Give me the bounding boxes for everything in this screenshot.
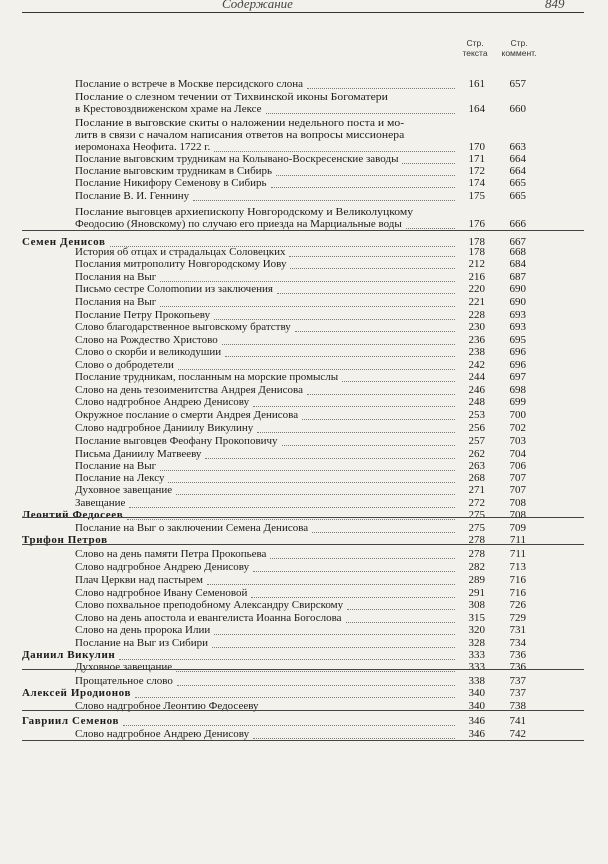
comment-page-number: 708 <box>509 509 526 521</box>
text-page-number: 271 <box>468 484 485 496</box>
text-page-number: 320 <box>468 624 485 636</box>
entry-title: Послание Петру Прокопьеву <box>75 309 211 321</box>
comment-page-number: 738 <box>509 700 526 712</box>
entry-title: Слово надгробное Ивану Семеновой <box>75 587 248 599</box>
entry-title: Слово на день тезоименитства Андрея Денисова <box>75 384 303 396</box>
toc-entry-line <box>0 522 608 534</box>
entry-title: Духовное завещание <box>75 484 173 496</box>
comment-page-number: 707 <box>509 484 526 496</box>
leader-dots <box>307 394 455 395</box>
text-page-number: 175 <box>468 190 485 202</box>
author-heading <box>0 715 608 727</box>
toc-entry-line <box>0 587 608 599</box>
entry-title: Слово на день памяти Петра Прокопьева <box>75 548 267 560</box>
text-page-number: 161 <box>468 78 485 90</box>
leader-dots <box>271 187 456 188</box>
comment-page-number: 702 <box>509 422 526 434</box>
text-page-number: 248 <box>468 396 485 408</box>
section-divider <box>22 669 584 670</box>
text-page-number: 228 <box>468 309 485 321</box>
text-page-number: 338 <box>468 675 485 687</box>
entry-title: Слово надгробное Леонтию Федосееву <box>75 700 259 712</box>
text-page-number: 256 <box>468 422 485 434</box>
text-page-number: 268 <box>468 472 485 484</box>
author-name: Алексей Иродионов <box>22 687 132 699</box>
comment-page-number: 726 <box>509 599 526 611</box>
entry-title: Послание о слезном течении от Тихвинской иконы Богоматери <box>75 91 388 103</box>
text-page-number: 275 <box>468 522 485 534</box>
author-name: Леонтий Федосеев <box>22 509 124 521</box>
comment-page-number: 665 <box>509 177 526 189</box>
toc-entry-line <box>0 165 608 177</box>
leader-dots <box>205 458 455 459</box>
leader-dots <box>406 228 455 229</box>
leader-dots <box>312 532 455 533</box>
comment-page-number: 687 <box>509 271 526 283</box>
toc-entry-line <box>0 637 608 649</box>
text-page-number: 176 <box>468 218 485 230</box>
entry-title: Слово надгробное Андрею Денисову <box>75 728 250 740</box>
leader-dots <box>160 306 455 307</box>
text-page-number: 333 <box>468 661 485 673</box>
entry-title: Послание на Выг <box>75 460 157 472</box>
comment-page-number: 663 <box>509 141 526 153</box>
leader-dots <box>276 175 455 176</box>
leader-dots <box>207 584 455 585</box>
comment-page-number: 737 <box>509 675 526 687</box>
toc-entry-line <box>0 371 608 383</box>
comment-page-number: 711 <box>509 534 526 546</box>
entry-title: Слово на день пророка Илии <box>75 624 211 636</box>
comment-page-number: 664 <box>509 165 526 177</box>
leader-dots <box>282 445 455 446</box>
comment-page-number: 713 <box>509 561 526 573</box>
entry-title: в Крестовоздвиженском храме на Лексе <box>75 103 262 115</box>
text-page-number: 278 <box>468 548 485 560</box>
leader-dots <box>214 319 455 320</box>
author-name: Даниил Викулин <box>22 649 116 661</box>
text-page-number: 238 <box>468 346 485 358</box>
text-page-number: 171 <box>468 153 485 165</box>
text-page-number: 178 <box>468 236 485 248</box>
entry-title: Слово надгробное Андрею Денисову <box>75 396 250 408</box>
leader-dots <box>214 634 455 635</box>
comment-page-number: 699 <box>509 396 526 408</box>
leader-dots <box>251 597 455 598</box>
leader-dots <box>214 151 455 152</box>
toc-entry-line <box>0 346 608 358</box>
leader-dots <box>129 507 455 508</box>
comment-page-number: 709 <box>509 522 526 534</box>
toc-entry-line <box>0 599 608 611</box>
comment-page-number: 667 <box>509 236 526 248</box>
text-page-number: 340 <box>468 687 485 699</box>
leader-dots <box>168 482 455 483</box>
text-page-number: 253 <box>468 409 485 421</box>
text-page-number: 212 <box>468 258 485 270</box>
leader-dots <box>270 558 455 559</box>
entry-title: Послание выговским трудникам на Колывано-Воскресенские заводы <box>75 153 399 165</box>
toc-entry-line <box>0 334 608 346</box>
text-page-number: 278 <box>468 534 485 546</box>
text-page-number: 346 <box>468 715 485 727</box>
leader-dots <box>253 571 455 572</box>
text-page-number: 172 <box>468 165 485 177</box>
comment-page-number: 707 <box>509 472 526 484</box>
entry-title: Послания митрополиту Новгородскому Иову <box>75 258 287 270</box>
toc-entry-line <box>0 78 608 90</box>
toc-entry-line <box>0 103 608 115</box>
entry-title: Послание выговским трудникам в Сибирь <box>75 165 273 177</box>
entry-title: Послание трудникам, посланным на морские промыслы <box>75 371 339 383</box>
text-page-number: 216 <box>468 271 485 283</box>
entry-title: Послание выговцев Феофану Прокоповичу <box>75 435 278 447</box>
entry-title: Послание о встрече в Москве персидского слона <box>75 78 303 90</box>
leader-dots <box>160 470 455 471</box>
text-page-number: 333 <box>468 649 485 661</box>
comment-page-number: 696 <box>509 359 526 371</box>
leader-dots <box>176 671 455 672</box>
text-page-number: 346 <box>468 728 485 740</box>
toc-entry-line <box>0 728 608 740</box>
entry-title: Слово похвальное преподобному Александру Свирскому <box>75 599 344 611</box>
comment-page-number: 741 <box>509 715 526 727</box>
entry-title: Плач Церкви над пастырем <box>75 574 203 586</box>
comment-page-number: 693 <box>509 321 526 333</box>
toc-entry-line <box>0 129 608 141</box>
leader-dots <box>302 419 455 420</box>
toc-entry-line <box>0 141 608 153</box>
comment-page-number: 742 <box>509 728 526 740</box>
leader-dots <box>212 647 455 648</box>
toc-entry-line <box>0 612 608 624</box>
comment-page-number: 716 <box>509 587 526 599</box>
entry-title: Письма Даниилу Матвееву <box>75 448 202 460</box>
entry-title: Послания на Выг <box>75 296 157 308</box>
section-divider <box>22 517 584 518</box>
toc-entry-line <box>0 624 608 636</box>
text-page-number: 275 <box>468 509 485 521</box>
toc-entry-line <box>0 396 608 408</box>
text-page-number: 220 <box>468 283 485 295</box>
comment-pages-header-label: Стр. коммент. <box>501 38 537 58</box>
entry-title: Духовное завещание <box>75 661 173 673</box>
leader-dots <box>176 494 455 495</box>
leader-dots <box>160 281 455 282</box>
text-page-number: 164 <box>468 103 485 115</box>
toc-entry-line <box>0 384 608 396</box>
toc-entry-line <box>0 497 608 509</box>
text-page-number: 246 <box>468 384 485 396</box>
text-page-number: 244 <box>468 371 485 383</box>
toc-entry-line <box>0 190 608 202</box>
text-page-number: 340 <box>468 700 485 712</box>
entry-title: Окружное послание о смерти Андрея Денисова <box>75 409 299 421</box>
toc-entry-line <box>0 206 608 218</box>
comment-page-number: 734 <box>509 637 526 649</box>
leader-dots <box>178 369 455 370</box>
toc-entry-line <box>0 258 608 270</box>
comment-page-number: 736 <box>509 649 526 661</box>
comment-page-number: 690 <box>509 296 526 308</box>
comment-page-number: 684 <box>509 258 526 270</box>
author-name: Семен Денисов <box>22 236 106 248</box>
comment-page-number: 660 <box>509 103 526 115</box>
toc-entry-line <box>0 409 608 421</box>
entry-title: Слово на день апостола и евангелиста Иоанна Богослова <box>75 612 342 624</box>
entry-title: Послание в выговские скиты о наложении недельного поста и мо- <box>75 117 405 129</box>
toc-entry-line <box>0 574 608 586</box>
leader-dots <box>347 609 455 610</box>
text-page-number: 174 <box>468 177 485 189</box>
author-name: Гавриил Семенов <box>22 715 120 727</box>
toc-entry-line <box>0 359 608 371</box>
text-page-number: 178 <box>468 246 485 258</box>
text-page-number: 291 <box>468 587 485 599</box>
comment-page-number: 731 <box>509 624 526 636</box>
entry-title: литв в связи с началом написания ответов на вопросы миссионера <box>75 129 405 141</box>
entry-title: Слово о скорби и великодушии <box>75 346 222 358</box>
text-page-number: 257 <box>468 435 485 447</box>
comment-page-number: 729 <box>509 612 526 624</box>
page-number: 849 <box>545 0 565 11</box>
leader-dots <box>123 725 455 726</box>
entry-title: Послание на Выг о заключении Семена Денисова <box>75 522 309 534</box>
comment-page-number: 716 <box>509 574 526 586</box>
comment-page-number: 703 <box>509 435 526 447</box>
toc-entry-line <box>0 309 608 321</box>
leader-dots <box>402 163 455 164</box>
entry-title: Слово о добродетели <box>75 359 174 371</box>
toc-entry-line <box>0 117 608 129</box>
comment-page-number: 666 <box>509 218 526 230</box>
toc-entry-line <box>0 321 608 333</box>
comment-page-number: 698 <box>509 384 526 396</box>
comment-page-number: 711 <box>509 548 526 560</box>
text-page-number: 230 <box>468 321 485 333</box>
comment-page-number: 668 <box>509 246 526 258</box>
entry-title: Феодосию (Яновскому) по случаю его приезда на Марциальные воды <box>75 218 402 230</box>
running-title: Содержание <box>222 0 293 11</box>
text-page-number: 289 <box>468 574 485 586</box>
comment-page-number: 697 <box>509 371 526 383</box>
leader-dots <box>222 344 455 345</box>
entry-title: Послание выговцев архиепископу Новгородскому и Великолуцкому <box>75 206 414 218</box>
comment-page-number: 696 <box>509 346 526 358</box>
author-name: Трифон Петров <box>22 534 108 546</box>
entry-title: Слово надгробное Андрею Денисову <box>75 561 250 573</box>
entry-title: Послание на Лексу <box>75 472 165 484</box>
entry-title: История об отцах и страдальцах Соловецких <box>75 246 286 258</box>
leader-dots <box>253 406 455 407</box>
leader-dots <box>253 738 455 739</box>
leader-dots <box>342 381 455 382</box>
comment-page-number: 665 <box>509 190 526 202</box>
section-divider <box>22 544 584 545</box>
section-divider <box>22 740 584 741</box>
text-page-number: 221 <box>468 296 485 308</box>
comment-page-number: 664 <box>509 153 526 165</box>
toc-entry-line <box>0 448 608 460</box>
text-pages-header-label: Стр. текста <box>462 38 488 58</box>
entry-title: иеромонаха Неофита. 1722 г. <box>75 141 211 153</box>
comment-page-number: 693 <box>509 309 526 321</box>
entry-title: Письмо сестре Солomonии из заключения <box>75 283 273 295</box>
text-page-number: 262 <box>468 448 485 460</box>
entry-title: Послания на Выг <box>75 271 157 283</box>
toc-entry-line <box>0 548 608 560</box>
toc-entry-line <box>0 472 608 484</box>
leader-dots <box>307 88 455 89</box>
text-page-number: 315 <box>468 612 485 624</box>
toc-entry-line <box>0 153 608 165</box>
entry-title: Слово на Рождество Христово <box>75 334 218 346</box>
entry-title: Слово благодарственное выговскому братству <box>75 321 291 333</box>
toc-entry-line <box>0 484 608 496</box>
leader-dots <box>346 622 455 623</box>
toc-entry-line <box>0 177 608 189</box>
text-page-number: 242 <box>468 359 485 371</box>
text-page-number: 328 <box>468 637 485 649</box>
toc-entry-line <box>0 422 608 434</box>
toc-entry-line <box>0 675 608 687</box>
toc-entry-line <box>0 561 608 573</box>
leader-dots <box>127 519 455 520</box>
comment-page-number: 695 <box>509 334 526 346</box>
text-page-number: 170 <box>468 141 485 153</box>
toc-entry-line <box>0 460 608 472</box>
comment-page-number: 706 <box>509 460 526 472</box>
toc-entry-line <box>0 246 608 258</box>
text-page-number: 263 <box>468 460 485 472</box>
comment-page-number: 704 <box>509 448 526 460</box>
toc-entry-line <box>0 91 608 103</box>
entry-title: Завещание <box>75 497 126 509</box>
text-page-number: 308 <box>468 599 485 611</box>
comment-page-number: 657 <box>509 78 526 90</box>
toc-entry-line <box>0 283 608 295</box>
comment-page-number: 700 <box>509 409 526 421</box>
toc-entry-line <box>0 271 608 283</box>
author-heading <box>0 509 608 521</box>
toc-entry-line <box>0 218 608 230</box>
leader-dots <box>289 256 455 257</box>
leader-dots <box>225 356 455 357</box>
leader-dots <box>257 432 455 433</box>
leader-dots <box>277 293 455 294</box>
toc-entry-line <box>0 296 608 308</box>
section-divider <box>22 230 584 231</box>
entry-title: Слово надгробное Даниилу Викулину <box>75 422 254 434</box>
section-divider <box>22 710 584 711</box>
entry-title: Послание В. И. Геннину <box>75 190 190 202</box>
leader-dots <box>119 659 455 660</box>
comment-page-number: 737 <box>509 687 526 699</box>
comment-page-number: 708 <box>509 497 526 509</box>
entry-title: Прощательное слово <box>75 675 173 687</box>
entry-title: Послание на Выг из Сибири <box>75 637 208 649</box>
toc-entry-line <box>0 435 608 447</box>
entry-title: Послание Никифору Семенову в Сибирь <box>75 177 267 189</box>
text-page-number: 272 <box>468 497 485 509</box>
comment-page-number: 736 <box>509 661 526 673</box>
leader-dots <box>177 685 455 686</box>
text-page-number: 236 <box>468 334 485 346</box>
leader-dots <box>290 268 455 269</box>
comment-page-number: 690 <box>509 283 526 295</box>
leader-dots <box>193 200 455 201</box>
leader-dots <box>295 331 455 332</box>
leader-dots <box>135 697 455 698</box>
leader-dots <box>266 113 455 114</box>
author-heading <box>0 649 608 661</box>
author-heading <box>0 687 608 699</box>
text-page-number: 282 <box>468 561 485 573</box>
toc-entry-line <box>0 661 608 673</box>
